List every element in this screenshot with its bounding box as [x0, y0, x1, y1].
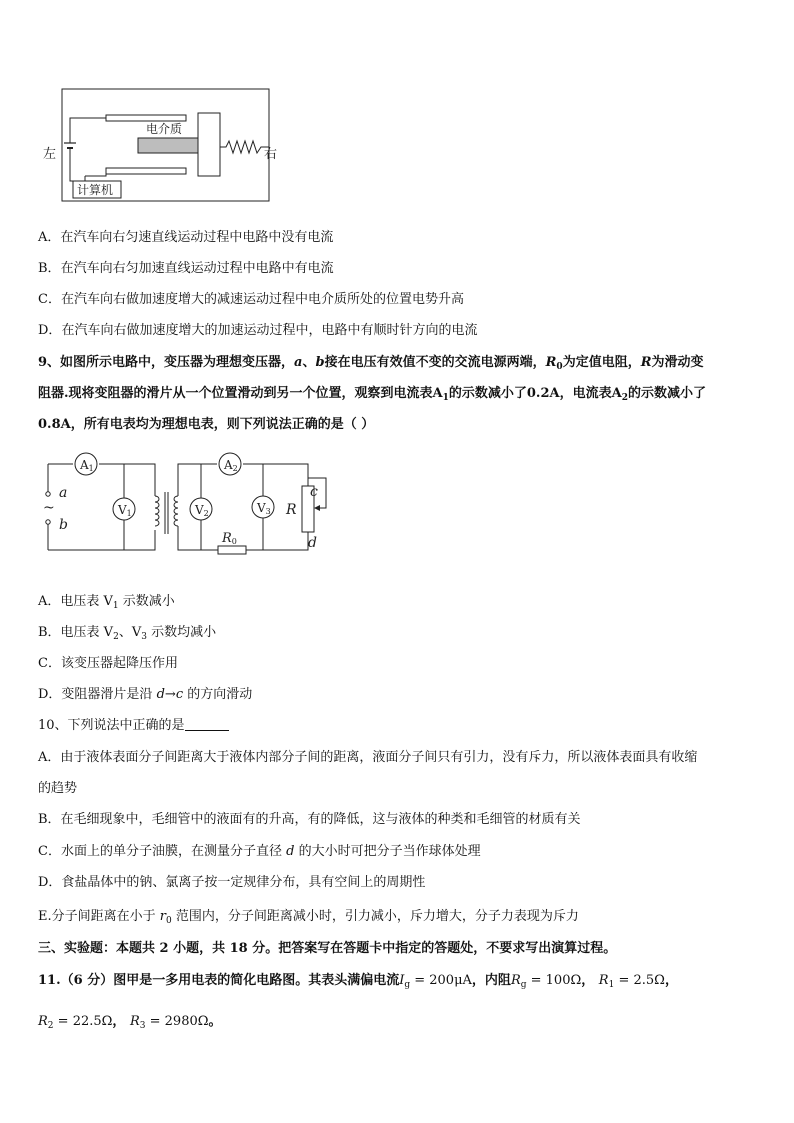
figure-transformer-circuit [40, 450, 340, 565]
figure1-mass-block [198, 113, 220, 176]
fig2-secondary-bottom-wire2 [246, 532, 308, 550]
fig2-terminal-b [46, 520, 50, 524]
fig2-ammeter-a2 [219, 453, 241, 475]
q10-option-d: D．食盐晶体中的钠、氯离子按一定规律分布，具有空间上的周期性 [38, 875, 426, 890]
svg-text:V1: V1 [118, 503, 132, 518]
figure1-dielectric [138, 138, 198, 153]
fig2-primary-coil [155, 496, 159, 526]
svg-text:A1: A1 [80, 458, 94, 473]
figure1-wire-top [70, 118, 106, 143]
figure1-left-label: 左 [43, 147, 57, 162]
q9-option-c: C．该变压器起降压作用 [38, 656, 178, 671]
svg-text:V2: V2 [195, 503, 209, 518]
q9-option-b: B．电压表 $V_2$、$V_3$ 示数均减小 [38, 625, 217, 642]
q10-option-a-line1: A．由于液体表面分子间距离大于液体内部分子间的距离，液面分子间只有引力，没有斥力，所以液体表面具有收缩 [38, 750, 698, 765]
figure-accelerometer [40, 85, 280, 205]
fig2-voltmeter-v3 [252, 496, 274, 518]
fig2-label-c: c [310, 484, 318, 500]
fig2-voltmeter-v2 [190, 498, 212, 520]
figure1-wire-plate [85, 172, 106, 176]
q9-stem-line2: 阻器.现将变阻器的滑片从一个位置滑动到另一个位置，观察到电流表$A_1$的示数减小了0.2A，电流表$A_2$的示数减小了 [38, 386, 706, 403]
q10-option-b: B．在毛细现象中，毛细管中的液面有的升高，有的降低，这与液体的种类和毛细管的材质有关 [38, 812, 581, 827]
fig2-label-r: R [286, 502, 297, 518]
fig2-terminal-a [46, 492, 50, 496]
figure1-computer-label: 计算机 [77, 183, 114, 197]
q8-option-d: D．在汽车向右做加速度增大的加速运动过程中，电路中有顺时针方向的电流 [38, 323, 478, 338]
fig2-voltmeter-v1 [113, 498, 135, 520]
q9-stem-line3: 0.8A，所有电表均为理想电表，则下列说法正确的是（ ） [38, 417, 375, 432]
fig2-secondary-coil [174, 496, 178, 526]
q10-option-e: E.分子间距离在小于 $r_0$ 范围内，分子间距离减小时，引力减小，斥力增大，分子力表现为斥力 [38, 909, 579, 926]
svg-text:A2: A2 [224, 458, 238, 473]
fig2-ac-symbol: ~ [43, 500, 55, 516]
figure1-wire-bottom [70, 148, 73, 181]
figure1-right-label: 右 [263, 147, 277, 162]
q9-stem-line1: 9、如图所示电路中，变压器为理想变压器，a、b接在电压有效值不变的交流电源两端，$R_0$为定值电阻，R为滑动变 [38, 355, 704, 372]
q10-option-c: C．水面上的单分子油膜，在测量分子直径 d 的大小时可把分子当作球体处理 [38, 844, 481, 859]
fig2-slider-arrow [314, 505, 320, 511]
fig2-primary-bottom-wire [48, 530, 155, 550]
figure1-dielectric-label: 电介质 [146, 122, 183, 136]
fig2-slider-wire [317, 484, 326, 508]
figure1-upper-plate [106, 115, 186, 121]
fig2-primary-top-wire2 [99, 464, 155, 496]
q9-option-a: A．电压表 $V_1$ 示数减小 [38, 594, 175, 611]
q8-option-b: B．在汽车向右匀加速直线运动过程中电路中有电流 [38, 261, 334, 276]
q10-stem: 10、下列说法中正确的是 [38, 717, 229, 735]
fig2-r0-resistor [218, 546, 246, 554]
q9-option-d: D．变阻器滑片是沿 d→c 的方向滑动 [38, 687, 253, 702]
q8-option-c: C．在汽车向右做加速度增大的减速运动过程中电介质所处的位置电势升高 [38, 292, 464, 307]
fig2-label-b: b [59, 517, 68, 533]
q11-stem-line1: 11.（6 分）图甲是一多用电表的简化电路图。其表头满偏电流$I_g = 200\mu A$，内阻$R_g = 100\Omega$， $R_1 = 2.5\Omega$， [38, 973, 678, 990]
fig2-secondary-top-wire2 [243, 464, 308, 486]
q8-option-a: A．在汽车向右匀速直线运动过程中电路中没有电流 [38, 230, 334, 245]
fig2-label-d: d [308, 535, 317, 551]
figure1-lower-plate [106, 168, 186, 174]
fig2-secondary-top-wire [178, 464, 217, 496]
fig2-secondary-bottom-wire [178, 526, 218, 550]
q11-stem-line2: $R_2 = 22.5\Omega$， $R_3 = 2980\Omega$。 [38, 1014, 222, 1031]
section-3-heading: 三、实验题：本题共 2 小题，共 18 分。把答案写在答题卡中指定的答题处，不要求写出演算过程。 [38, 941, 617, 956]
fig2-label-r0: R0 [222, 531, 237, 546]
svg-text:V3: V3 [257, 501, 271, 516]
answer-blank [185, 718, 229, 731]
fig2-ammeter-a1 [75, 453, 97, 475]
figure1-spring [220, 141, 269, 153]
fig2-label-a: a [59, 485, 68, 501]
q10-option-a-line2: 的趋势 [38, 781, 78, 796]
